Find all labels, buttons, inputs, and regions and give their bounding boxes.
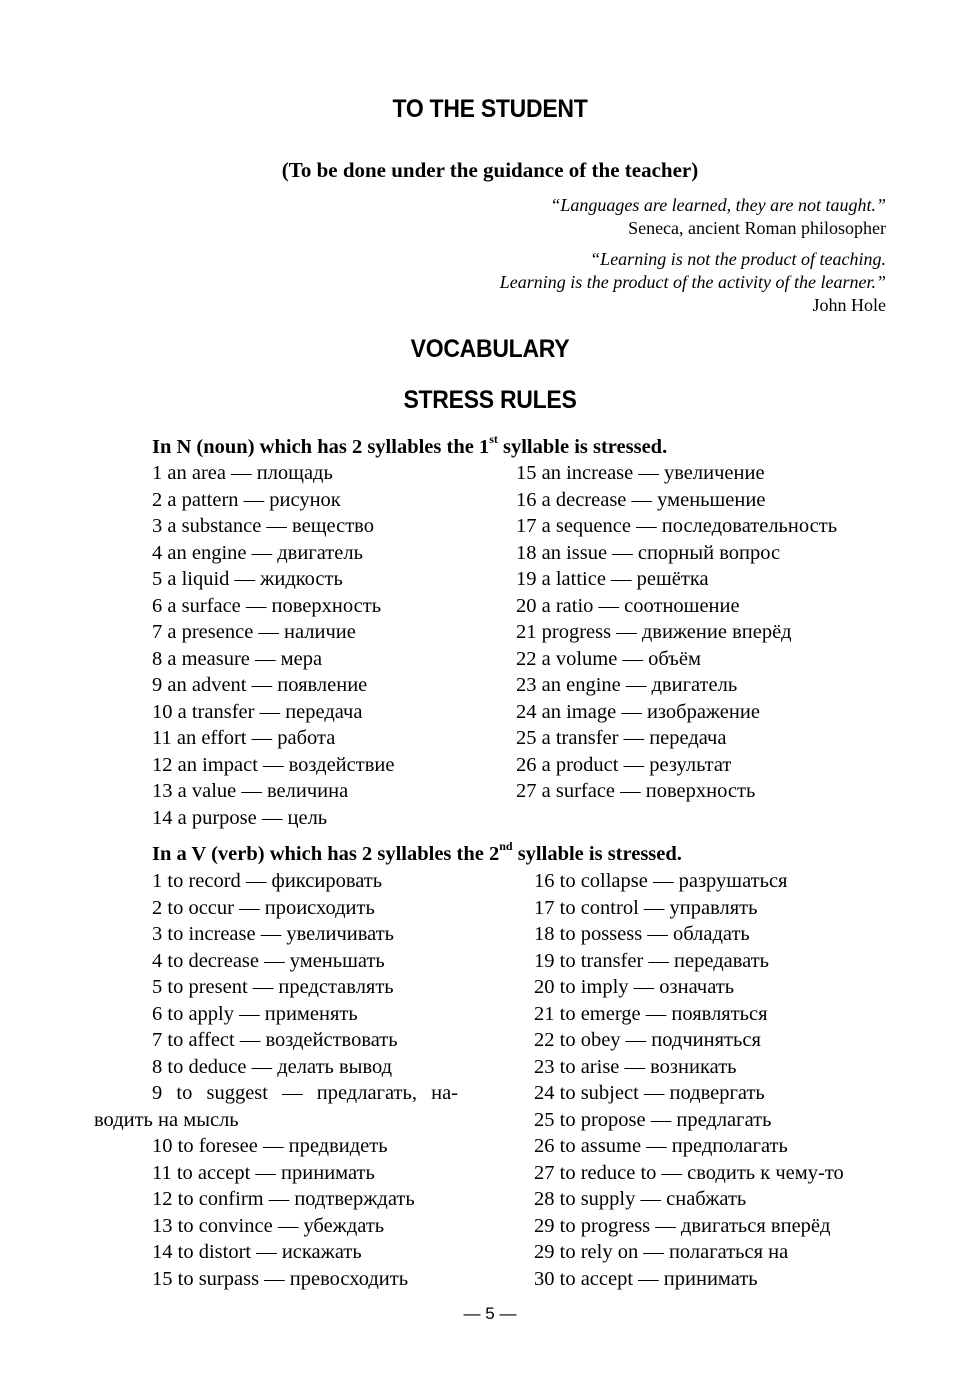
list-item: 19 to transfer — передавать [534,949,770,972]
list-item: 23 an engine — двигатель [516,674,738,696]
list-item: 5 to present — представлять [152,976,394,998]
verb-list-left [94,868,458,1292]
noun-list-right [516,460,837,805]
list-item: 20 to imply — означать [534,976,735,998]
list-item: 4 to decrease — уменьшать [152,949,385,972]
subtitle: (To be done under the guidance of the teacher) [281,158,699,182]
list-item: 12 an impact — воздействие [152,753,395,776]
list-item: 18 an issue — спорный вопрос [516,541,781,564]
list-item: 16 a decrease — уменьшение [516,488,766,511]
list-item: 22 a volume — объём [516,647,701,670]
page-number: — 5 — [463,1304,517,1323]
epigraph-author: John Hole [812,295,886,315]
epigraph-hole [500,248,886,317]
list-item: 7 a presence — наличие [152,621,356,643]
list-item: 19 a lattice — решётка [516,568,709,590]
list-item: 14 a purpose — цель [152,806,328,829]
verb-stress-rule [152,841,682,866]
noun-stress-rule [152,434,667,459]
rule-ordinal: st [489,432,498,446]
rule-text: syllable is stressed. [512,842,682,865]
list-item: 8 a measure — мера [152,647,323,670]
list-item: 6 to apply — применять [152,1002,358,1025]
epigraph-quote: “Languages are learned, they are not taught.” [550,195,886,215]
list-item: 15 to surpass — превосходить [152,1267,409,1290]
list-item: 13 to convince — убеждать [152,1214,385,1237]
list-item: 1 an area — площадь [152,462,333,484]
section-title-vocabulary: VOCABULARY [410,335,570,363]
list-item-wrapped [94,1080,458,1133]
list-item: 8 to deduce — делать вывод [152,1055,393,1078]
rule-ordinal: nd [499,839,513,853]
list-item: 1 to record — фиксировать [152,870,383,892]
rule-text: In N (noun) which has 2 syllables the 1 [152,435,490,458]
epigraph-quote-line1: “Learning is not the product of teaching. [590,249,886,269]
epigraph-author: Seneca, ancient Roman philosopher [628,218,886,238]
list-item: 12 to confirm — подтверждать [152,1188,415,1210]
list-item: 7 to affect — воздействовать [152,1029,398,1051]
rule-text: In a V (verb) which has 2 syllables the 2 [152,842,500,865]
list-item: 24 to subject — подвергать [534,1082,765,1104]
list-item: 6 a surface — поверхность [152,594,382,617]
list-item: 29 to rely on — полагаться на [534,1241,789,1263]
list-item: 23 to arise — возникать [534,1055,737,1078]
epigraph-quote-line2: Learning is the product of the activity of the learner.” [499,272,886,292]
list-item: 21 progress — движение вперёд [516,621,792,643]
list-item: 26 to assume — предполагать [534,1135,788,1157]
list-item: 21 to emerge — появляться [534,1002,768,1025]
list-item: 25 a transfer — передача [516,727,727,749]
list-item: 30 to accept — принимать [534,1267,758,1290]
list-item: 14 to distort — искажать [152,1241,362,1263]
list-item: 27 to reduce to — сводить к чему-то [534,1161,844,1184]
list-item: 3 a substance — вещество [152,515,374,537]
list-item: 26 a product — результат [516,753,732,776]
list-item: 17 to control — управлять [534,896,758,919]
list-item: 2 to occur — происходить [152,896,375,919]
list-item: 29 to progress — двигаться вперёд [534,1214,831,1237]
list-item: 17 a sequence — последовательность [516,515,838,537]
list-item: 4 an engine — двигатель [152,541,363,564]
list-item: 16 to collapse — разрушаться [534,870,788,892]
list-item: 10 a transfer — передача [152,700,363,723]
noun-list-left [152,460,394,831]
list-item: 9 an advent — появление [152,674,368,696]
list-item: 10 to foresee — предвидеть [152,1135,388,1157]
epigraph-seneca [550,194,886,240]
list-item: 15 an increase — увеличение [516,462,765,484]
list-item: 18 to possess — обладать [534,923,750,945]
verb-list-right [534,868,844,1292]
list-item-line: 9 to suggest — предлагать, на- [152,1082,458,1104]
section-title-stress-rules: STRESS RULES [403,386,577,414]
list-item: 20 a ratio — соотношение [516,594,740,617]
list-item: 24 an image — изображение [516,700,760,723]
list-item: 11 an effort — работа [152,727,336,749]
rule-text: syllable is stressed. [497,435,668,458]
list-item: 2 a pattern — рисунок [152,488,341,511]
list-item: 28 to supply — снабжать [534,1188,747,1210]
list-item: 27 a surface — поверхность [516,780,756,802]
list-item-continuation: водить на мысль [94,1108,239,1131]
list-item: 25 to propose — предлагать [534,1108,772,1131]
list-item: 22 to obey — подчиняться [534,1029,761,1051]
list-item: 5 a liquid — жидкость [152,568,343,590]
list-item: 13 a value — величина [152,780,349,802]
list-item: 3 to increase — увеличивать [152,923,395,945]
list-item: 11 to accept — принимать [152,1161,375,1184]
page-title: TO THE STUDENT [392,95,588,123]
